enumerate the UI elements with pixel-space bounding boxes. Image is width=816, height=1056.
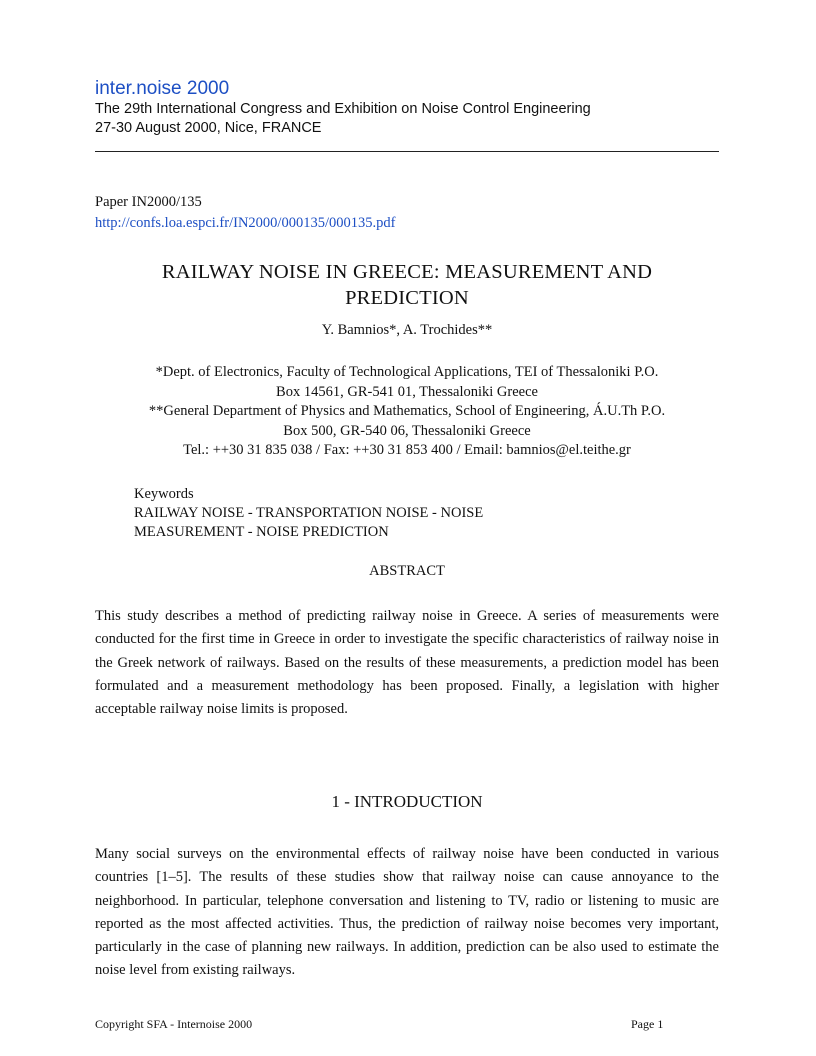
conference-full-title: The 29th International Congress and Exhibition on Noise Control Engineering [95,101,591,117]
keywords-block [134,485,694,542]
affiliation-line: *Dept. of Electronics, Faculty of Technological Applications, TEI of Thessaloniki P.O. [155,364,659,380]
conference-dates: 27-30 August 2000, Nice, FRANCE [95,120,322,136]
paper-title [95,259,719,311]
conference-name: inter.noise 2000 [95,78,230,99]
affiliation-line: **General Department of Physics and Mathematics, School of Engineering, Á.U.Th P.O. [148,403,666,419]
affiliation-line: Box 500, GR-540 06, Thessaloniki Greece [283,422,531,439]
contact-line: Tel.: ++30 31 835 038 / Fax: ++30 31 853 400 / Email: bamnios@el.teithe.gr [183,442,631,458]
affiliations [95,363,719,461]
footer-page-number: Page 1 [631,1017,664,1031]
affiliation-line: Box 14561, GR-541 01, Thessaloniki Greece [276,383,538,400]
keywords-line: MEASUREMENT - NOISE PREDICTION [134,524,389,540]
section-heading-introduction: 1 - INTRODUCTION [331,792,483,811]
abstract-heading: ABSTRACT [369,563,445,579]
paper-id: Paper IN2000/135 [95,194,202,210]
keywords-heading: Keywords [134,486,194,502]
paper-title-line-2: PREDICTION [345,287,469,309]
conference-header [95,78,720,138]
paper-title-line-1: RAILWAY NOISE IN GREECE: MEASUREMENT AND [161,261,653,283]
abstract-text: This study describes a method of predicting railway noise in Greece. A series of measurements were conducted for the first time in Greece in order to investigate the specific characteristics of railway noise in the Greek network of railways. Based on the results of these measurements, a prediction model has been formulated and a measurement methodology has been proposed. Finally, a legislation with higher acceptable railway noise limits is proposed. [95,608,719,718]
introduction-text: Many social surveys on the environmental effects of railway noise have been conducted in various countries [1–5]. The results of these studies show that railway noise can cause annoyance to the neighborhood. In particular, telephone conversation and listening to TV, radio or listening to music are reported as the most affected activities. Thus, the prediction of railway noise becomes very important, particularly in the case of planning new railways. In addition, prediction can be also used to estimate the noise level from existing railways. [95,846,719,979]
paper-url-link[interactable]: http://confs.loa.espci.fr/IN2000/000135/000135.pdf [95,215,396,231]
keywords-line: RAILWAY NOISE - TRANSPORTATION NOISE - NOISE [134,505,484,521]
header-divider [95,151,719,152]
footer-copyright: Copyright SFA - Internoise 2000 [95,1017,253,1031]
authors: Y. Bamnios*, A. Trochides** [321,322,493,338]
